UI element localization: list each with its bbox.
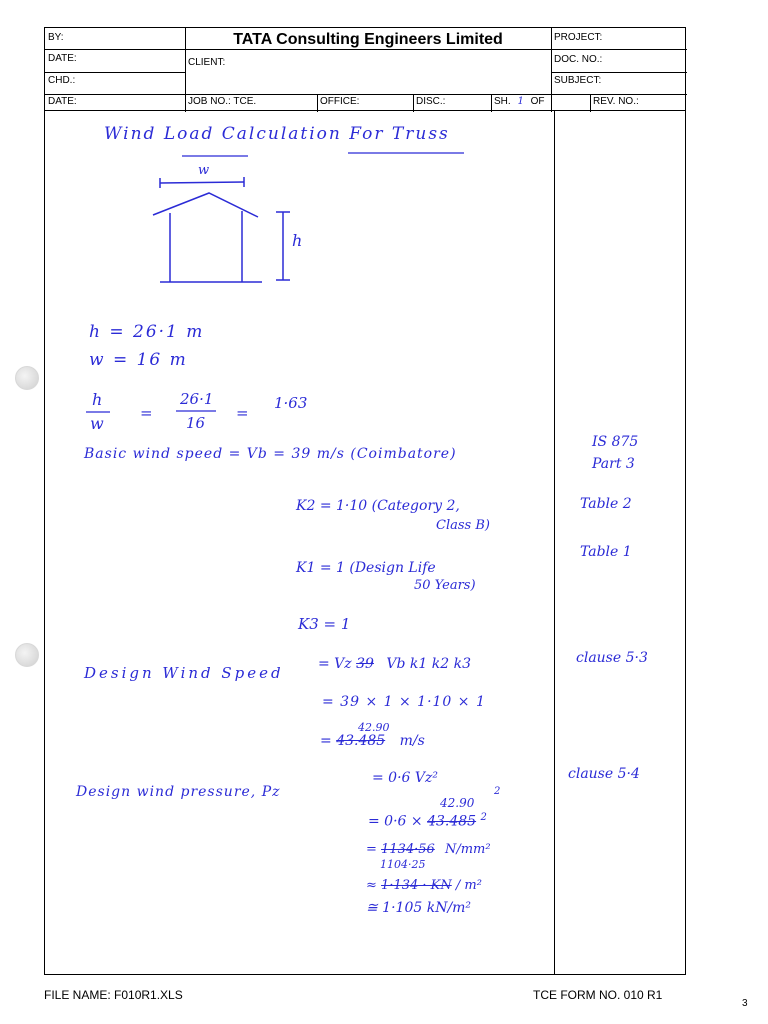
form-number: TCE FORM NO. 010 R1 (533, 988, 663, 1002)
design-speed-eq-a: = Vz (318, 656, 352, 672)
ratio-equals: = (140, 404, 153, 422)
calc-title: Wind Load Calculation For Truss (104, 124, 450, 144)
date-field-2: DATE: (48, 96, 77, 107)
ref-is875: IS 875 (592, 434, 639, 450)
design-speed-eq-b: Vb k1 k2 k3 (386, 656, 472, 672)
company-name: TATA Consulting Engineers Limited (233, 31, 503, 48)
subject-field: SUBJECT: (554, 75, 602, 86)
pressure-kn (366, 878, 482, 893)
sheet-label: SH. (494, 96, 511, 107)
height-value: h = 26·1 m (89, 322, 205, 342)
ratio-value: 1·63 (274, 394, 308, 412)
ratio-w: w (90, 414, 104, 433)
office-field: OFFICE: (320, 96, 360, 107)
ratio-h: h (92, 390, 103, 409)
pressure-value-correction: 1104·25 (380, 858, 426, 871)
diagram-width-label: w (198, 163, 210, 178)
pressure-final: ≅ 1·105 kN/m² (366, 900, 472, 916)
page-mark: 3 (742, 998, 748, 1009)
design-speed-unit: m/s (399, 733, 425, 749)
ref-clause-5-4: clause 5·4 (568, 766, 640, 782)
design-speed-correction: 42.90 (358, 721, 390, 734)
design-speed-struck-result: 43.485 (336, 733, 386, 749)
pressure-value-struck: 1134·56 (381, 842, 435, 857)
pressure-formula: = 0·6 Vz² (372, 770, 438, 786)
ratio-numerator: 26·1 (180, 390, 214, 408)
k2-line-1: K2 = 1·10 (Category 2, (296, 498, 460, 514)
disc-field: DISC.: (416, 96, 446, 107)
sheet-of-label: OF (530, 96, 545, 107)
pressure-correction: 42.90 (440, 796, 475, 810)
design-speed-calc: = 39 × 1 × 1·10 × 1 (322, 694, 486, 710)
sheet-number: 1 (517, 96, 524, 107)
by-field: BY: (48, 32, 64, 43)
file-name: FILE NAME: F010R1.XLS (44, 988, 183, 1002)
job-no-field: JOB NO.: TCE. (188, 96, 257, 107)
design-speed-eq-prefix: = (320, 733, 332, 749)
pressure-kn-prefix: ≈ (366, 878, 377, 893)
basic-wind-speed: Basic wind speed = Vb = 39 m/s (Coimbatore) (84, 446, 457, 462)
pressure-calc-struck: 43.485 (427, 813, 477, 830)
pressure-value-unit: N/mm² (444, 842, 491, 857)
k1-line-1: K1 = 1 (Design Life (296, 560, 436, 576)
pressure-kn-unit: / m² (455, 878, 482, 893)
width-value: w = 16 m (89, 350, 188, 370)
ref-clause-5-3: clause 5·3 (576, 650, 648, 666)
k3-line: K3 = 1 (298, 615, 351, 633)
k1-line-2: 50 Years) (414, 578, 476, 593)
client-field: CLIENT: (188, 57, 226, 68)
ref-part3: Part 3 (592, 456, 635, 472)
ratio-equals-2: = (236, 404, 249, 422)
design-pressure-label: Design wind pressure, Pz (76, 784, 281, 800)
k2-line-2: Class B) (436, 518, 490, 533)
diagram-height-label: h (292, 231, 303, 250)
date-field: DATE: (48, 53, 77, 64)
pressure-calc-square: 2 (480, 812, 487, 823)
design-speed-formula (318, 656, 471, 672)
project-field: PROJECT: (554, 32, 603, 43)
design-speed-struck-value: 39 (356, 656, 374, 672)
rev-no-field: REV. NO.: (593, 96, 639, 107)
pressure-calc (368, 812, 487, 830)
design-speed-label: Design Wind Speed (84, 664, 284, 682)
ref-table1: Table 1 (580, 544, 632, 560)
ratio-denominator: 16 (186, 414, 206, 432)
pressure-calc-a: = 0·6 × (368, 813, 423, 830)
ref-table2: Table 2 (580, 496, 632, 512)
pressure-kn-struck: 1·134 · KN (381, 878, 452, 893)
pressure-correction-square: 2 (494, 786, 501, 797)
design-speed-result (320, 733, 425, 749)
pressure-value-prefix: = (366, 842, 377, 857)
doc-no-field: DOC. NO.: (554, 54, 603, 65)
pressure-value (366, 842, 491, 857)
checked-field: CHD.: (48, 75, 76, 86)
